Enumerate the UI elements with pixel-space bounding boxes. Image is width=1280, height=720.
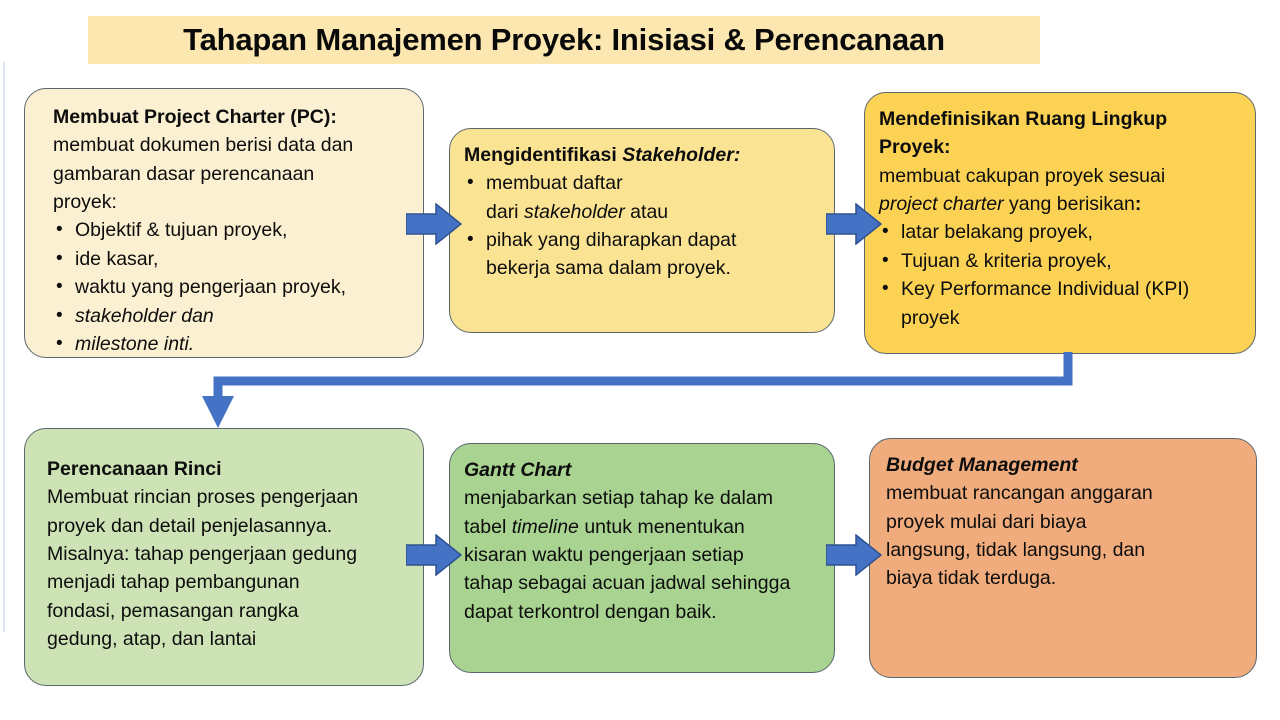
box1-bullet-1: • ide kasar, (53, 245, 407, 273)
box2-heading-plain: Mengidentifikasi (464, 144, 623, 166)
box4-line2: proyek dan detail penjelasannya. (47, 514, 333, 537)
slide-edge-line (3, 62, 5, 632)
box1-bullet-0: • Objektif & tujuan proyek, (53, 216, 407, 244)
box5-line2-pre: tabel (464, 515, 512, 538)
box3-intro-line1: membuat cakupan proyek sesuai (879, 164, 1166, 187)
box3-intro-line2 (879, 190, 1239, 218)
arrow-right-icon-box1-to-box2 (406, 203, 462, 245)
box3-intro-italic: project charter (879, 193, 1004, 216)
box1-bullet-list (53, 216, 407, 358)
box3-bullet-0: • latar belakang proyek, (879, 218, 1239, 246)
box1-intro-line2: gambaran dasar perencanaan (53, 162, 315, 185)
box6-line4: biaya tidak terduga. (886, 567, 1057, 590)
box3-heading-line2: Proyek: (879, 136, 951, 159)
box6-line3: langsung, tidak langsung, dan (886, 539, 1146, 562)
box1-intro-line1: membuat dokumen berisi data dan (53, 134, 354, 157)
box2-bullet-1-line2: bekerja sama dalam proyek. (486, 257, 731, 280)
step-box-detailed-planning[interactable] (24, 428, 424, 686)
box2-bullet-0-line2-post: atau (624, 200, 669, 223)
box5-heading: Gantt Chart (464, 459, 572, 481)
step-box-define-scope[interactable] (864, 92, 1256, 354)
box3-intro-colon: : (1134, 193, 1142, 216)
box4-line3: Misalnya: tahap pengerjaan gedung (47, 543, 358, 566)
box4-line4: menjadi tahap pembangunan (47, 571, 300, 594)
box1-bullet-4-italic: milestone inti. (75, 332, 195, 355)
box5-line2-post: untuk menentukan (578, 515, 745, 538)
box2-bullet-1-line1: pihak yang diharapkan dapat (486, 229, 737, 252)
box5-line5: dapat terkontrol dengan baik. (464, 600, 717, 623)
arrow-right-icon-box2-to-box3 (826, 203, 882, 245)
box6-line1: membuat rancangan anggaran (886, 482, 1153, 505)
box2-bullet-list (464, 169, 818, 282)
box3-bullet-1: • Tujuan & kriteria proyek, (879, 247, 1239, 275)
box4-line5: fondasi, pemasangan rangka (47, 599, 299, 622)
box6-line2: proyek mulai dari biaya (886, 510, 1087, 533)
box5-line4: tahap sebagai acuan jadwal sehingga (464, 572, 791, 595)
box4-line6: gedung, atap, dan lantai (47, 628, 257, 651)
arrow-right-icon-box5-to-box6 (826, 534, 882, 576)
step-box-gantt-chart[interactable] (449, 443, 835, 673)
elbow-connector-box3-to-box4 (190, 352, 1080, 432)
box2-bullet-0-line1: membuat daftar (486, 172, 623, 195)
box1-bullet-3 (53, 302, 407, 330)
arrow-right-icon-box4-to-box5 (406, 534, 462, 576)
box3-heading-line1: Mendefinisikan Ruang Lingkup (879, 108, 1168, 130)
box3-intro-mid: yang berisikan (1003, 193, 1135, 216)
box1-bullet-2: • waktu yang pengerjaan proyek, (53, 273, 407, 301)
page-title: Tahapan Manajemen Proyek: Inisiasi & Perencanaan (183, 22, 945, 57)
box2-heading-italic: Stakeholder: (622, 144, 741, 166)
box1-intro-line3: proyek: (53, 191, 117, 214)
box2-bullet-0-line2-italic: stakeholder (523, 200, 625, 223)
box3-bullet-list (879, 218, 1239, 331)
box2-bullet-1 (464, 226, 818, 283)
step-box-project-charter[interactable] (24, 88, 424, 358)
box5-line2 (464, 513, 818, 541)
box2-bullet-0-line2-pre: dari (486, 200, 524, 223)
box1-bullet-3-italic: stakeholder dan (75, 304, 214, 327)
box2-bullet-0 (464, 169, 818, 226)
box2-heading (464, 141, 818, 169)
box1-heading: Membuat Project Charter (PC): (53, 106, 337, 128)
box4-line1: Membuat rincian proses pengerjaan (47, 486, 359, 509)
box4-heading: Perencanaan Rinci (47, 458, 222, 480)
box5-line3: kisaran waktu pengerjaan setiap (464, 544, 744, 567)
box3-bullet-2: • Key Performance Individual (KPI) proyek (879, 275, 1239, 332)
step-box-identify-stakeholder[interactable] (449, 128, 835, 333)
step-box-budget-management[interactable] (869, 438, 1257, 678)
box5-line2-italic: timeline (511, 515, 579, 538)
box6-heading: Budget Management (886, 454, 1078, 476)
box5-line1: menjabarkan setiap tahap ke dalam (464, 487, 773, 510)
